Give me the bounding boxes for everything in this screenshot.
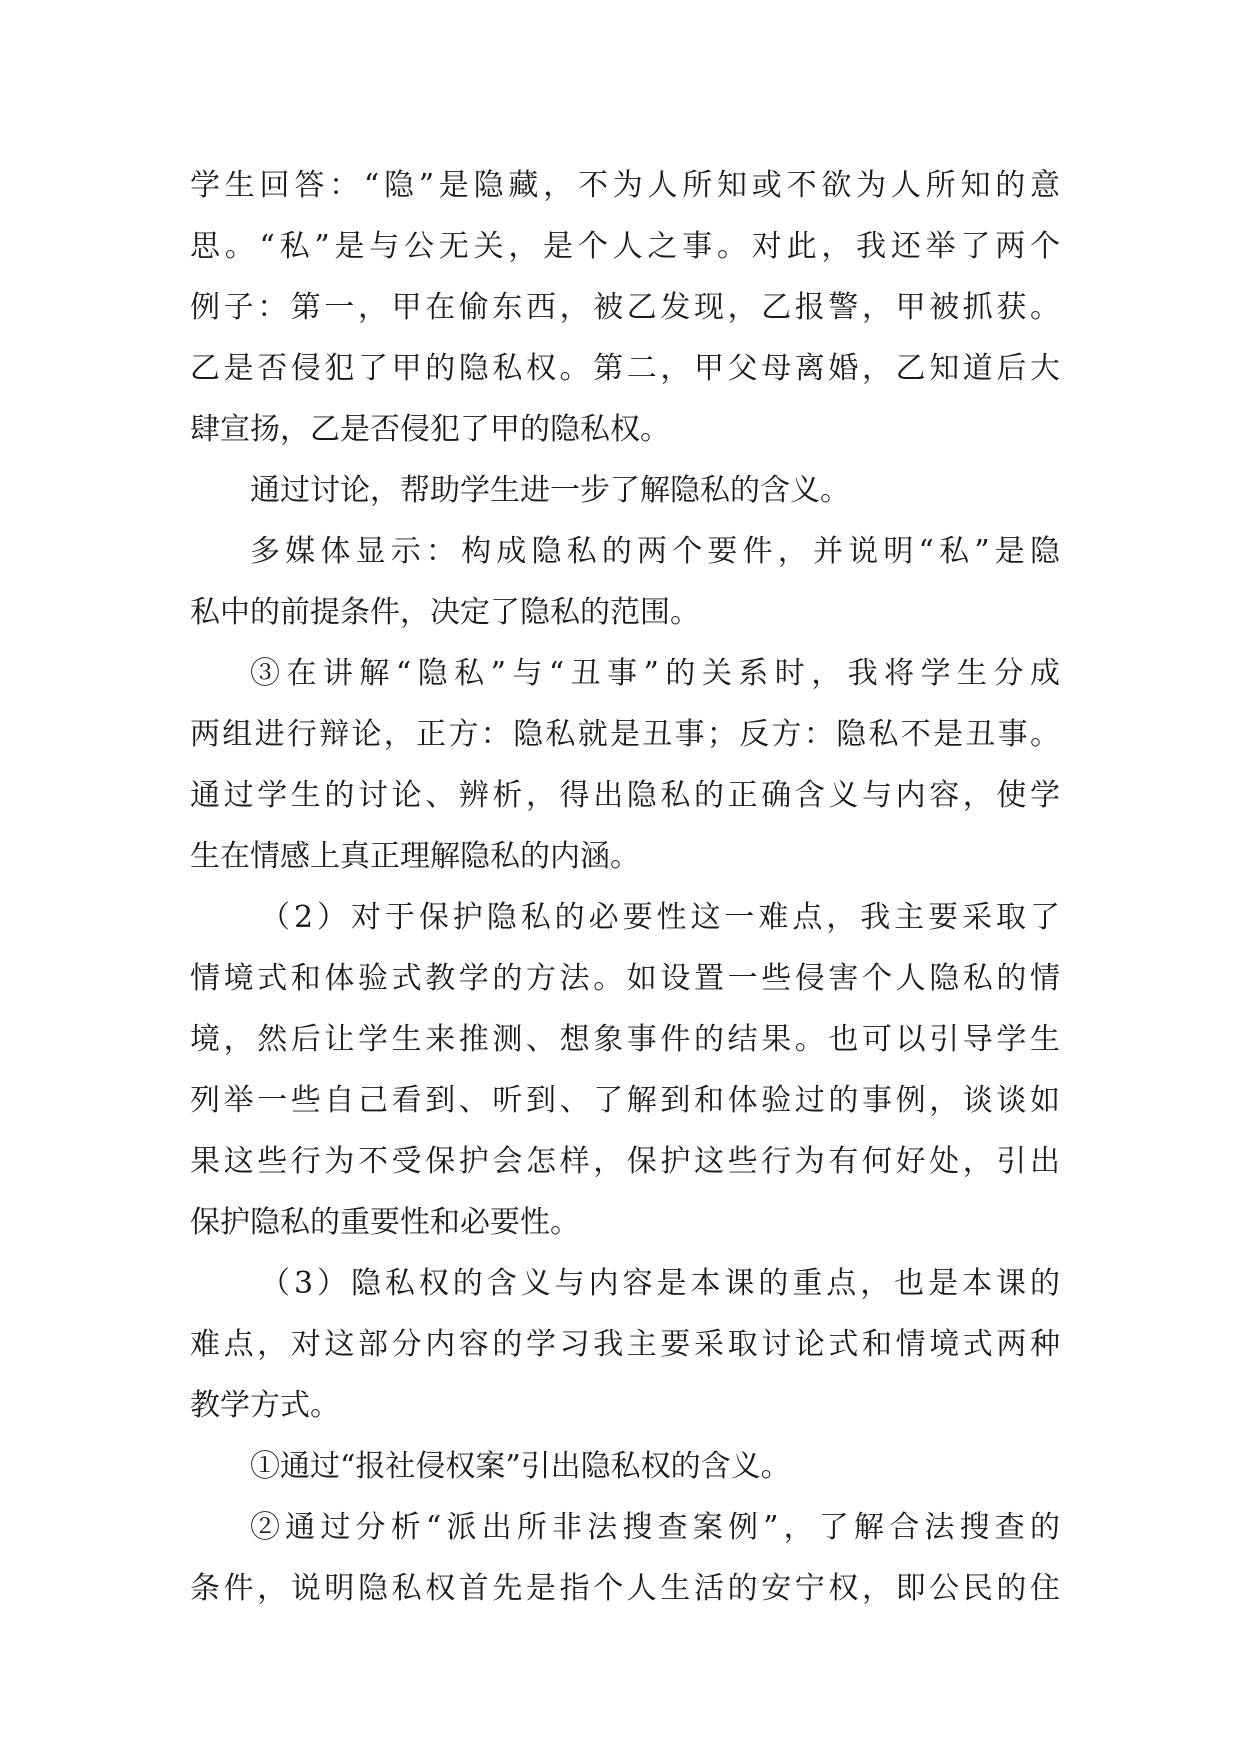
text-line: 难点，对这部分内容的学习我主要采取讨论式和情境式两种 bbox=[190, 1327, 1060, 1362]
text-line: 两组进行辩论，正方：隐私就是丑事；反方：隐私不是丑事。 bbox=[190, 717, 1060, 752]
text-line: 条件，说明隐私权首先是指个人生活的安宁权，即公民的住 bbox=[190, 1571, 1060, 1606]
text-line: 私中的前提条件，决定了隐私的范围。 bbox=[190, 595, 700, 630]
text-line: 例子：第一，甲在偷东西，被乙发现，乙报警，甲被抓获。 bbox=[190, 290, 1060, 325]
text-line: （3）隐私权的含义与内容是本课的重点，也是本课的 bbox=[260, 1266, 1060, 1301]
text-line: 通过学生的讨论、辨析，得出隐私的正确含义与内容，使学 bbox=[190, 778, 1060, 813]
text-line: 境，然后让学生来推测、想象事件的结果。也可以引导学生 bbox=[190, 1022, 1060, 1057]
text-line: 教学方式。 bbox=[190, 1388, 340, 1423]
text-line: 学生回答：“隐”是隐藏，不为人所知或不欲为人所知的意 bbox=[190, 168, 1060, 203]
text-line: ②通过分析“派出所非法搜查案例”，了解合法搜查的 bbox=[250, 1510, 1060, 1545]
text-line: 思。“私”是与公无关，是个人之事。对此，我还举了两个 bbox=[190, 229, 1060, 264]
text-line: （2）对于保护隐私的必要性这一难点，我主要采取了 bbox=[260, 900, 1060, 935]
body-text bbox=[190, 155, 1060, 1619]
text-line: ①通过“报社侵权案”引出隐私权的含义。 bbox=[250, 1449, 791, 1484]
text-line: 保护隐私的重要性和必要性。 bbox=[190, 1205, 580, 1240]
text-line: 肆宣扬，乙是否侵犯了甲的隐私权。 bbox=[190, 412, 670, 447]
text-line: 多媒体显示：构成隐私的两个要件，并说明“私”是隐 bbox=[250, 534, 1060, 569]
text-line: 果这些行为不受保护会怎样，保护这些行为有何好处，引出 bbox=[190, 1144, 1060, 1179]
text-line: 通过讨论，帮助学生进一步了解隐私的含义。 bbox=[250, 473, 850, 508]
text-line: 乙是否侵犯了甲的隐私权。第二，甲父母离婚，乙知道后大 bbox=[190, 351, 1060, 386]
text-line: 生在情感上真正理解隐私的内涵。 bbox=[190, 839, 640, 874]
text-line: ③在讲解“隐私”与“丑事”的关系时，我将学生分成 bbox=[250, 656, 1060, 691]
text-line: 情境式和体验式教学的方法。如设置一些侵害个人隐私的情 bbox=[190, 961, 1060, 996]
text-line: 列举一些自己看到、听到、了解到和体验过的事例，谈谈如 bbox=[190, 1083, 1060, 1118]
